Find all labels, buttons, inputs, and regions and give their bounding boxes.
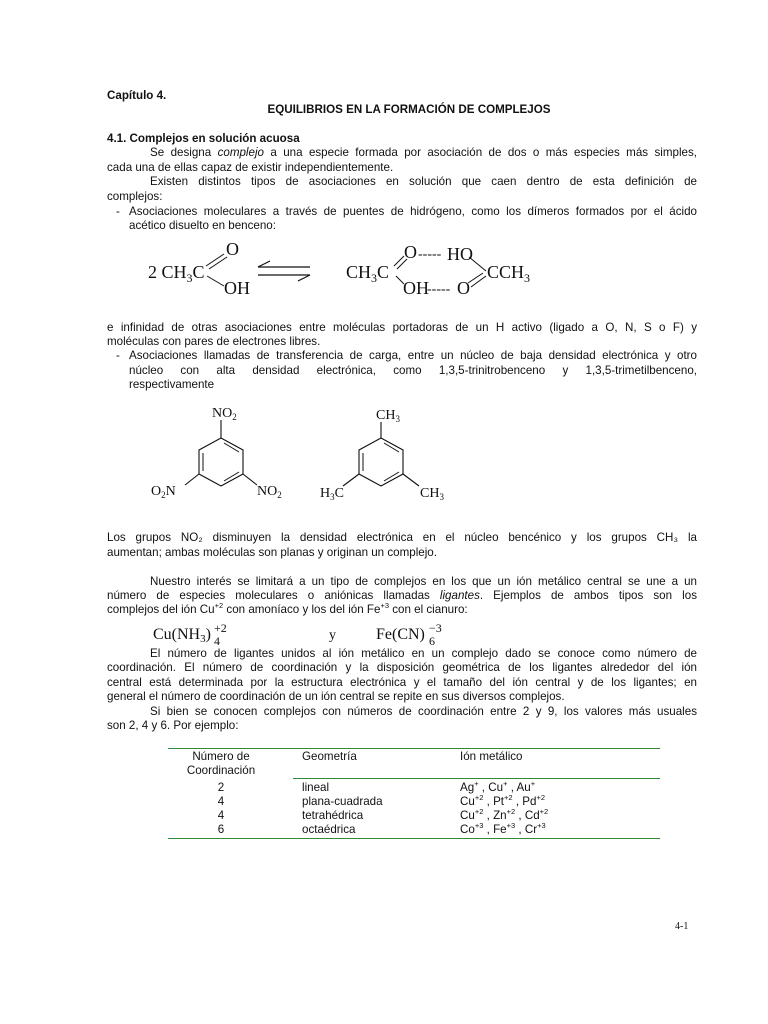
- paragraph-line: complejos:: [107, 190, 163, 203]
- tnb-top-label: $NO_2$: [212, 406, 237, 422]
- table-cell-geometry: plana-cuadrada: [302, 795, 383, 808]
- complex-formulas: [148, 618, 468, 650]
- dimer-ho: HO: [447, 244, 473, 264]
- ion-symbol: Fe: [493, 823, 507, 836]
- ion-symbol: Au: [516, 781, 531, 794]
- bullet-marker: -: [116, 349, 120, 362]
- paragraph-line: central está determinada por la estructura electrónica y el tamaño del ión central y de los ligantes; en: [107, 676, 697, 689]
- paragraph-line: cada una de ellas capaz de existir independientemente.: [107, 161, 394, 174]
- ion-charge: +3: [506, 821, 516, 831]
- reactant-label: 2 $CH_3C$: [148, 262, 205, 285]
- ion-symbol: Cr: [524, 823, 538, 836]
- paragraph-line: Los grupos NO₂ disminuyen la densidad electrónica en el núcleo bencénico y los grupos CH₃ la: [107, 531, 697, 544]
- paragraph-line: complejos del ión $Cu^{+2}$ con amoníaco y los del ión $Fe^{+3}$ con el cianuro:: [107, 601, 468, 616]
- paragraph-line: Existen distintos tipos de asociaciones en solución que caen dentro de esta definición de: [150, 175, 697, 188]
- ion-symbol: Cu: [460, 795, 475, 808]
- table-rule-top: [168, 748, 660, 749]
- ion-symbol: Pd: [522, 795, 537, 808]
- ion-separator: ,: [515, 809, 525, 822]
- table-cell-geometry: tetrahédrica: [302, 809, 364, 822]
- ion-separator: ,: [512, 795, 523, 808]
- bullet-text: núcleo con alta densidad electrónica, como 1,3,5-trinitrobenceno y 1,3,5-trimetilbenceno,: [129, 364, 697, 377]
- ion-symbol: Ag: [460, 781, 475, 794]
- oxygen-label: O: [226, 239, 239, 259]
- ion-charge: +2: [539, 807, 549, 817]
- paragraph-line: moléculas con pares de electrones libres.: [107, 335, 321, 348]
- table-cell-ions: [460, 795, 545, 809]
- tnb-right-label: $NO_2$: [257, 484, 282, 500]
- table-header-coordination: Número de Coordinación: [186, 750, 256, 777]
- table-cell-coordination: 6: [217, 823, 225, 836]
- table-cell-ions: [460, 781, 535, 795]
- ion-separator: ,: [478, 781, 489, 794]
- table-cell-ions: [460, 823, 546, 837]
- ion-charge: +2: [536, 793, 546, 803]
- ion-separator: ,: [483, 809, 494, 822]
- ion-charge: +3: [474, 821, 484, 831]
- dimer-bottom-hbond: -----: [427, 282, 451, 297]
- table-header-geometry: Geometría: [302, 750, 357, 763]
- ion-symbol: Zn: [493, 809, 507, 822]
- ferricyanide-count: 6: [429, 634, 435, 648]
- paragraph-line: Nuestro interés se limitará a un tipo de complejos en los que un ión metálico central se une a un: [150, 575, 697, 588]
- paragraph-line: e infinidad de otras asociaciones entre moléculas portadoras de un H activo (ligado a O, N, S o F) y: [107, 321, 697, 334]
- table-cell-ions: [460, 809, 548, 823]
- trimethylbenzene-structure: [320, 408, 444, 502]
- tnb-left-label: $O_2N$: [151, 484, 176, 500]
- section-heading: 4.1. Complejos en solución acuosa: [107, 132, 300, 145]
- ion-symbol: Pt: [493, 795, 505, 808]
- ion-separator: ,: [507, 781, 517, 794]
- paragraph-line: aumentan; ambas moléculas son planas y originan un complejo.: [107, 546, 437, 559]
- paragraph-line: general el número de coordinación de un ión central se repite en sus diversos complejos.: [107, 690, 565, 703]
- ion-symbol: Cu: [460, 809, 475, 822]
- bullet-text: Asociaciones llamadas de transferencia de carga, entre un núcleo de baja densidad electrónica y otro: [129, 349, 697, 362]
- table-cell-geometry: lineal: [302, 781, 330, 794]
- ion-separator: ,: [483, 795, 494, 808]
- paragraph-line: coordinación. El número de coordinación y la disposición geométrica de los ligantes alrededor del ión: [107, 661, 697, 674]
- dimer-left-label: $CH_3C$: [346, 262, 390, 285]
- table-cell-coordination: 4: [217, 795, 225, 808]
- chapter-label: Capítulo 4.: [107, 89, 167, 102]
- conjunction: y: [329, 628, 336, 643]
- bullet-marker: -: [116, 205, 120, 218]
- ion-symbol: Cd: [524, 809, 540, 822]
- ion-charge: +2: [506, 807, 516, 817]
- dimer-bottom-oh: OH: [403, 278, 429, 298]
- ion-charge: +2: [474, 807, 484, 817]
- dimer-top-o: O: [404, 242, 417, 262]
- copper-ammine-charge: +2: [214, 621, 227, 635]
- table-cell-geometry: octaédrica: [302, 823, 356, 836]
- dimer-top-hbond: -----: [418, 247, 442, 262]
- ion-charge: +: [474, 779, 479, 789]
- table-header-ion: Ión metálico: [460, 750, 523, 763]
- tmb-left-label: $H_3C$: [320, 486, 344, 502]
- hydroxyl-label: OH: [224, 278, 250, 298]
- ion-separator: ,: [483, 823, 494, 836]
- ion-charge: +2: [504, 793, 513, 803]
- equilibrium-arrows-icon: [258, 261, 310, 281]
- copper-ammine-formula: Cu(NH3): [153, 626, 211, 645]
- copper-ammine-count: 4: [214, 634, 220, 648]
- trinitrobenzene-structure: [151, 406, 282, 500]
- page-title: EQUILIBRIOS EN LA FORMACIÓN DE COMPLEJOS: [267, 103, 551, 116]
- benzene-structures: [140, 400, 460, 504]
- paragraph-line: El número de ligantes unidos al ión metálico en un complejo dado se conoce como número de: [150, 647, 697, 660]
- paragraph-line: Se designa complejo a una especie formada por asociación de dos o más especies más simples,: [150, 146, 697, 159]
- ferricyanide-charge: −3: [429, 621, 442, 635]
- table-cell-coordination: 2: [217, 781, 225, 794]
- ion-symbol: Cu: [488, 781, 504, 794]
- acetic-acid-dimerization: [140, 236, 560, 304]
- ion-charge: +: [503, 779, 508, 789]
- ferricyanide-formula: Fe(CN): [376, 626, 425, 643]
- dimer-bottom-o: O: [457, 278, 470, 298]
- bullet-text: respectivamente: [129, 378, 215, 391]
- tmb-top-label: $CH_3$: [376, 408, 400, 424]
- ion-symbol: Co: [460, 823, 475, 836]
- ion-charge: +: [530, 779, 536, 789]
- paragraph-line: son 2, 4 y 6. Por ejemplo:: [107, 719, 239, 732]
- ion-separator: ,: [515, 823, 525, 836]
- bullet-text: Asociaciones moleculares a través de puentes de hidrógeno, como los dímeros formados por el ácido: [129, 205, 697, 218]
- table-cell-coordination: 4: [217, 809, 225, 822]
- paragraph-line: Si bien se conocen complejos con números de coordinación entre 2 y 9, los valores más usuales: [150, 705, 697, 718]
- page-number: 4-1: [675, 921, 689, 932]
- dimer-right-label: $CCH_3$: [487, 262, 531, 285]
- paragraph-line: número de especies moleculares o aniónicas llamadas ligantes. Ejemplos de ambos tipos son los: [107, 589, 697, 602]
- tmb-right-label: $CH_3$: [420, 486, 444, 502]
- ion-charge: +2: [474, 793, 484, 803]
- ion-charge: +3: [537, 821, 546, 831]
- table-rule-bottom: [168, 838, 660, 839]
- bullet-text: acético disuelto en benceno:: [129, 219, 276, 232]
